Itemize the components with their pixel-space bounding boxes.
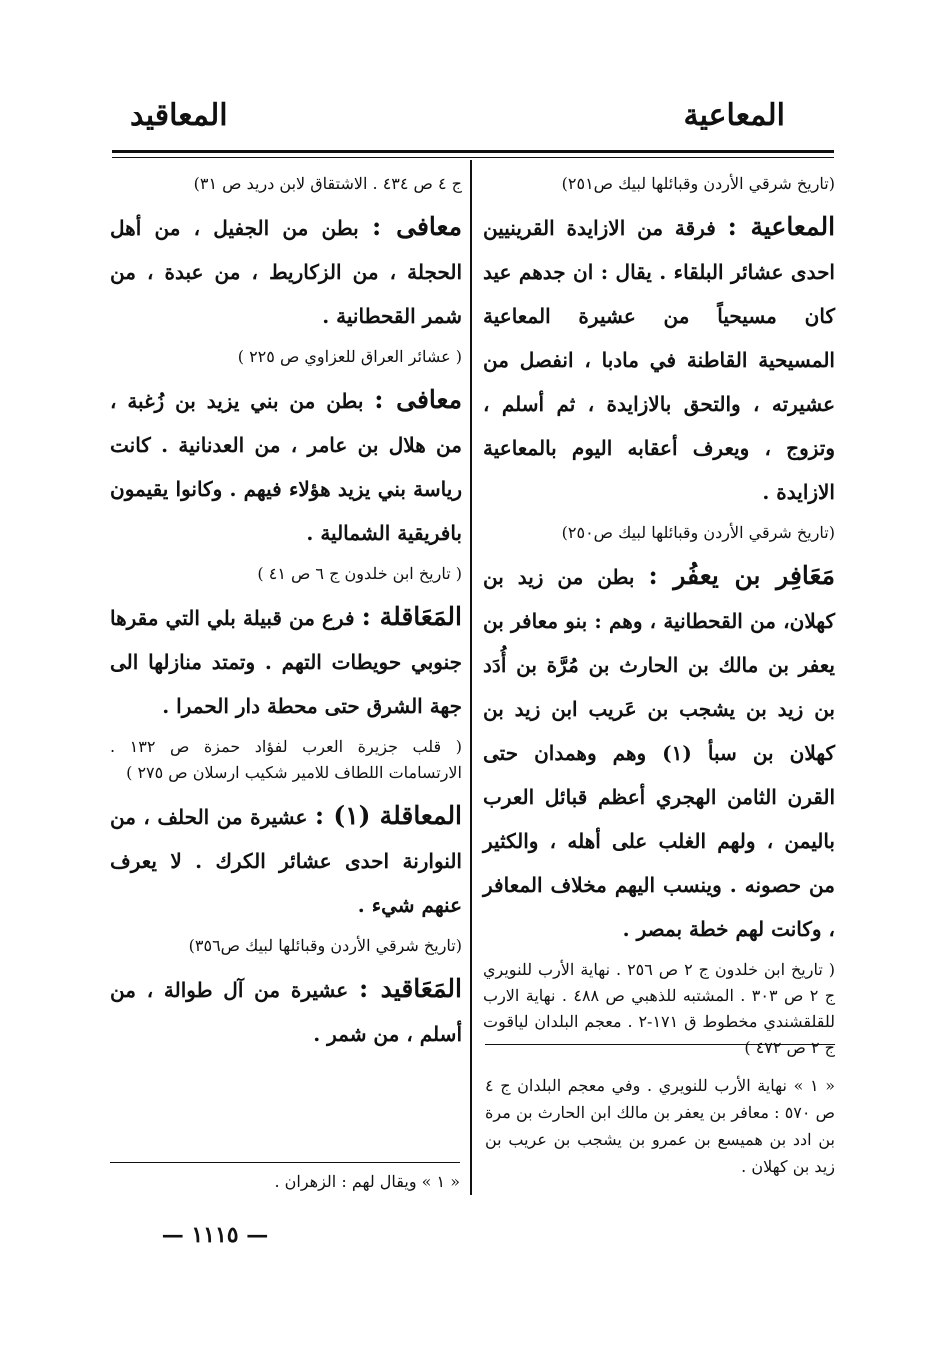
footnote-right: « ١ » نهاية الأرب للنويري . وفي معجم البلدان ج ٤ ص ٥٧٠ : معافر بن يعفر بن مالك ابن الحارث بن مرة بن ادد بن هميسع بن عمرو بن يشجب بن عريب بن زيد بن كهلان .	[485, 1076, 836, 1176]
entry-headword: معافى :	[371, 212, 462, 241]
header-rule	[112, 150, 834, 153]
entry-headword: المَعَاقيد :	[358, 974, 462, 1003]
source-citation: (تاريخ شرقي الأردن وقبائلها لبيك ص٣٥٦)	[188, 936, 462, 955]
entry-headword: مَعَافِر بن يعفُر :	[648, 561, 835, 590]
source-citation: ج ٤ ص ٤٣٤ . الاشتقاق لابن دريد ص ٣١)	[193, 174, 462, 193]
source-citation: (تاريخ شرقي الأردن وقبائلها لبيك ص٢٥٠)	[561, 523, 835, 542]
source-citation: (تاريخ شرقي الأردن وقبائلها لبيك ص٢٥١)	[561, 174, 835, 193]
entry-text: بطن من زيد بن كهلان، من القحطانية ، وهم : بنو معافر بن يعفر بن مالك بن الحارث بن مُرَّة بن أُدَد بن زيد بن يشجب بن عَريب ابن زيد بن كهلان بن سبأ (١) وهم وهمدان حتى القرن الثامن الهجري أعظم قبائل العرب باليمن ، ولهم الغلب على أهله ، والكثير من حصونه . وينسب اليهم مخلاف المعافر ، وكانت لهم خطة بمصر .	[483, 565, 835, 941]
right-column	[483, 165, 835, 1069]
dictionary-entry	[110, 205, 462, 338]
source-citation: ( قلب جزيرة العرب لفؤاد حمزة ص ١٣٢ . الارتسامات اللطاف للامير شكيب ارسلان ص ٢٧٥ )	[110, 737, 463, 782]
entry-text: بطن من الجفيل ، من أهل الحجلة ، من الزكاريط ، من عبدة ، من شمر القحطانية .	[110, 216, 462, 328]
page-number: — ١١١٥ —	[161, 1222, 269, 1248]
dictionary-entry	[110, 794, 462, 927]
footnote-rule-right	[485, 1044, 835, 1045]
entry-headword: المعاعية :	[727, 212, 836, 241]
dictionary-entry	[483, 554, 835, 951]
dictionary-entry	[110, 378, 462, 555]
entry-text: بطن من بني يزيد بن زُغبة ، من هلال بن عامر ، من العدنانية . كانت رياسة بني يزيد هؤلاء فيهم . وكانوا يقيمون بافريقية الشمالية .	[110, 389, 462, 545]
dictionary-entry	[483, 205, 835, 514]
entry-text: فرع من قبيلة بلي التي مقرها جنوبي حويطات التهم . وتمتد منازلها الى جهة الشرق حتى محطة دار الحمرا .	[110, 606, 462, 718]
source-citation: ( تاريخ ابن خلدون ج ٢ ص ٢٥٦ . نهاية الأرب للنويري ج ٢ ص ٣٠٣ . المشتبه للذهبي ص ٤٨٨ . نهاية الارب للقلقشندي مخطوط ق ١٧١-٢ . معجم البلدان لياقوت ج ٢ ص ٤٧٢ )	[483, 960, 836, 1057]
entry-text: فرقة من الازايدة القرينيين احدى عشائر البلقاء . يقال : ان جدهم عيد كان مسيحياً من عشيرة المعاعية المسيحية القاطنة في مادبا ، انفصل من عشيرته ، والتحق بالازايدة ، ثم أسلم ، وتزوج ، ويعرف أعقابه اليوم بالمعاعية الازايدة .	[483, 216, 835, 504]
entry-headword: المعاقلة (١) :	[314, 801, 463, 830]
column-divider	[470, 160, 472, 1195]
footnote-rule-left	[110, 1162, 460, 1163]
entry-text: عشيرة من الحلف ، من النوارنة احدى عشائر الكرك . لا يعرف عنهم شيء .	[110, 805, 462, 917]
running-head-right: المعاعية	[683, 98, 785, 133]
entry-headword: المَعَاقلة :	[361, 602, 462, 631]
entry-headword: معافى :	[374, 385, 462, 414]
dictionary-entry	[110, 595, 462, 728]
left-column	[110, 165, 462, 1056]
source-citation: ( عشائر العراق للعزاوي ص ٢٢٥ )	[237, 347, 462, 366]
dictionary-entry	[110, 967, 462, 1056]
running-head-left: المعاقيد	[130, 98, 228, 133]
footnote-left: « ١ » ويقال لهم : الزهران .	[274, 1172, 460, 1191]
header-rule-thin	[112, 157, 834, 158]
source-citation: ( تاريخ ابن خلدون ج ٦ ص ٤١ )	[257, 564, 462, 583]
entry-text: عشيرة من آل طوالة ، من أسلم ، من شمر .	[110, 978, 462, 1046]
